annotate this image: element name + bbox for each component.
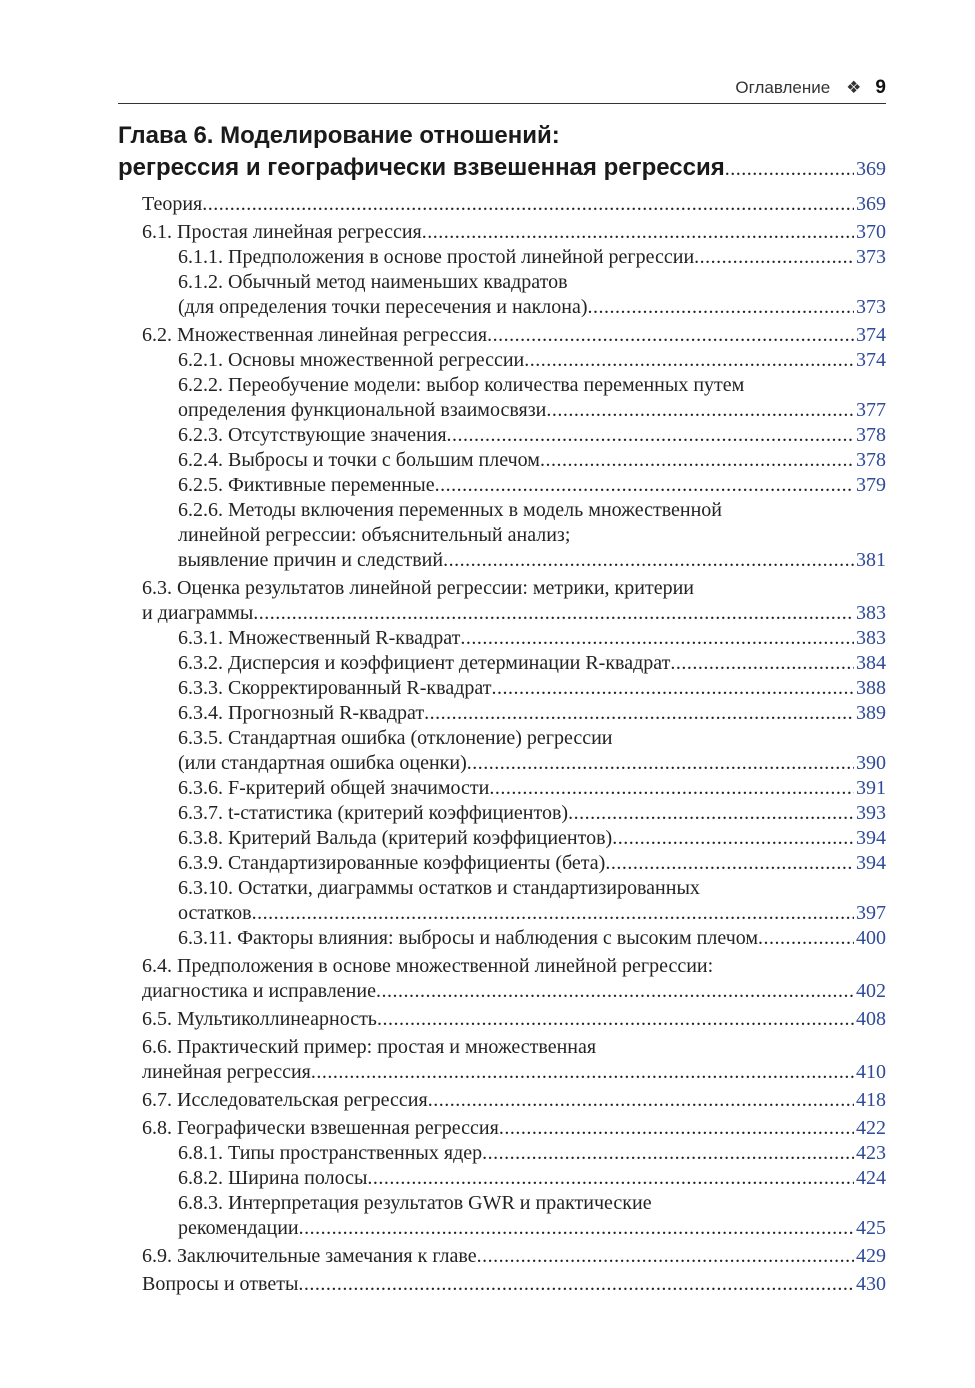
toc-entry-line	[178, 626, 886, 651]
toc-entry-line	[142, 1244, 886, 1269]
toc-page-number: 394	[856, 827, 886, 849]
toc-entry-title: 6.2.2. Переобучение модели: выбор количества переменных путем	[178, 374, 745, 396]
dot-leader	[540, 448, 854, 473]
toc-entry[interactable]	[118, 323, 886, 348]
toc-entry-title: 6.2.4. Выбросы и точки с большим плечом	[178, 449, 540, 471]
toc-page-number: 374	[856, 349, 886, 371]
toc-entry-line	[178, 1191, 886, 1216]
toc-entry-title: Вопросы и ответы	[142, 1273, 299, 1295]
toc-entry-title: 6.3.8. Критерий Вальда (критерий коэффициентов)	[178, 827, 613, 849]
toc-page-number: 384	[856, 652, 886, 674]
toc-entry-title: 6.3.3. Скорректированный R-квадрат	[178, 677, 492, 699]
toc-entry-title: выявление причин и следствий	[178, 549, 444, 571]
toc-entry[interactable]	[118, 498, 886, 573]
toc-entry-line	[142, 220, 886, 245]
chapter-title-line-2[interactable]	[118, 152, 886, 184]
toc-entry-line	[178, 373, 886, 398]
table-of-contents	[118, 192, 886, 1297]
toc-page-number: 397	[856, 902, 886, 924]
toc-entry-title: 6.1. Простая линейная регрессия	[142, 221, 422, 243]
toc-entry[interactable]	[118, 220, 886, 245]
toc-entry[interactable]	[118, 1088, 886, 1113]
dot-leader	[491, 676, 854, 701]
toc-entry[interactable]	[118, 473, 886, 498]
toc-entry-title: 6.7. Исследовательская регрессия	[142, 1089, 428, 1111]
toc-page-number: 373	[856, 296, 886, 318]
toc-page-number: 425	[856, 1217, 886, 1239]
toc-entry[interactable]	[118, 701, 886, 726]
dot-leader	[568, 801, 854, 826]
toc-entry-line	[178, 448, 886, 473]
toc-entry[interactable]	[118, 776, 886, 801]
dot-leader	[443, 548, 854, 573]
toc-entry-line	[178, 548, 886, 573]
toc-entry-title: 6.3.7. t-статистика (критерий коэффициентов)	[178, 802, 569, 824]
toc-entry-title: 6.9. Заключительные замечания к главе	[142, 1245, 477, 1267]
dot-leader	[428, 1088, 854, 1113]
toc-entry-line	[178, 498, 886, 523]
toc-entry-title: 6.2.1. Основы множественной регрессии	[178, 349, 525, 371]
toc-entry-title: 6.3.4. Прогнозный R-квадрат	[178, 702, 425, 724]
toc-entry-line	[178, 901, 886, 926]
toc-page-number: 381	[856, 549, 886, 571]
toc-entry[interactable]	[118, 448, 886, 473]
toc-entry[interactable]	[118, 726, 886, 776]
toc-entry-title: остатков	[178, 902, 252, 924]
toc-entry[interactable]	[118, 954, 886, 1004]
toc-entry-line	[142, 1116, 886, 1141]
dot-leader	[670, 651, 854, 676]
toc-entry-title: 6.3.11. Факторы влияния: выбросы и наблюдения с высоким плечом	[178, 927, 759, 949]
toc-entry-title: и диаграммы	[142, 602, 254, 624]
toc-page-number: 400	[856, 927, 886, 949]
toc-entry[interactable]	[118, 1035, 886, 1085]
toc-entry-title: (или стандартная ошибка оценки)	[178, 752, 467, 774]
toc-entry-line	[178, 245, 886, 270]
toc-entry[interactable]	[118, 1244, 886, 1269]
toc-page-number: 374	[856, 324, 886, 346]
toc-page-number: 378	[856, 424, 886, 446]
toc-entry-line	[178, 801, 886, 826]
dot-leader	[253, 601, 854, 626]
toc-page-number: 377	[856, 399, 886, 421]
toc-entry[interactable]	[118, 1007, 886, 1032]
toc-page-number: 424	[856, 1167, 886, 1189]
toc-entry-line	[142, 1060, 886, 1085]
toc-entry-title: 6.4. Предположения в основе множественной линейной регрессии:	[142, 955, 714, 977]
toc-entry[interactable]	[118, 245, 886, 270]
toc-entry-line	[142, 323, 886, 348]
dot-leader	[311, 1060, 854, 1085]
toc-entry-title: (для определения точки пересечения и наклона)	[178, 296, 588, 318]
toc-page-number: 369	[856, 193, 886, 215]
toc-page-number: 408	[856, 1008, 886, 1030]
toc-entry-line	[142, 954, 886, 979]
toc-entry-title: 6.3.9. Стандартизированные коэффициенты (бета)	[178, 852, 606, 874]
toc-entry-line	[178, 1166, 886, 1191]
toc-entry-line	[178, 826, 886, 851]
dot-leader	[422, 220, 854, 245]
toc-entry-line	[178, 523, 886, 548]
running-header	[118, 72, 886, 104]
dot-leader	[424, 701, 854, 726]
dot-leader	[376, 979, 854, 1004]
toc-page-number: 394	[856, 852, 886, 874]
dot-leader	[435, 473, 854, 498]
dot-leader	[299, 1216, 854, 1241]
toc-entry-title: 6.3.1. Множественный R-квадрат	[178, 627, 461, 649]
toc-page-number: 391	[856, 777, 886, 799]
toc-entry-line	[178, 1216, 886, 1241]
toc-page-number: 429	[856, 1245, 886, 1267]
toc-entry-title: 6.6. Практический пример: простая и множественная	[142, 1036, 597, 1058]
toc-entry-line	[178, 295, 886, 320]
toc-page-number: 388	[856, 677, 886, 699]
toc-page-number: 378	[856, 449, 886, 471]
toc-entry-title: 6.2. Множественная линейная регрессия	[142, 324, 488, 346]
toc-page-number: 423	[856, 1142, 886, 1164]
toc-entry-line	[178, 851, 886, 876]
toc-entry-line	[178, 270, 886, 295]
toc-entry[interactable]	[118, 926, 886, 951]
toc-entry-line	[178, 676, 886, 701]
dot-leader	[499, 1116, 854, 1141]
running-header-section: Оглавление	[735, 77, 831, 97]
toc-page-number: 370	[856, 221, 886, 243]
toc-page-number: 389	[856, 702, 886, 724]
dot-leader	[252, 901, 854, 926]
toc-entry-line	[178, 776, 886, 801]
toc-entry-title: Теория	[142, 193, 203, 215]
toc-entry[interactable]	[118, 576, 886, 626]
toc-entry-line	[142, 192, 886, 217]
toc-entry-title: 6.3.10. Остатки, диаграммы остатков и стандартизированных	[178, 877, 700, 899]
chapter-title-line-1: Глава 6. Моделирование отношений:	[118, 122, 560, 149]
toc-page-number: 390	[856, 752, 886, 774]
toc-entry[interactable]	[118, 826, 886, 851]
toc-entry[interactable]	[118, 1116, 886, 1141]
dot-leader	[605, 851, 854, 876]
toc-entry-line	[178, 751, 886, 776]
toc-page-number: 410	[856, 1061, 886, 1083]
toc-entry-title: 6.3.5. Стандартная ошибка (отклонение) регрессии	[178, 727, 613, 749]
toc-entry-title: 6.8. Географически взвешенная регрессия	[142, 1117, 499, 1139]
toc-entry[interactable]	[118, 676, 886, 701]
toc-page-number: 418	[856, 1089, 886, 1111]
toc-entry-line	[142, 1035, 886, 1060]
toc-page-number: 422	[856, 1117, 886, 1139]
toc-entry[interactable]	[118, 651, 886, 676]
toc-entry-line	[142, 576, 886, 601]
dot-leader	[612, 826, 854, 851]
toc-entry-line	[178, 473, 886, 498]
toc-entry-line	[178, 926, 886, 951]
dot-leader	[725, 153, 854, 185]
toc-entry-line	[178, 348, 886, 373]
toc-entry[interactable]	[118, 876, 886, 926]
toc-entry-title: 6.1.2. Обычный метод наименьших квадратов	[178, 271, 568, 293]
toc-entry-line	[178, 701, 886, 726]
dot-leader	[477, 1244, 854, 1269]
toc-entry-title: 6.8.1. Типы пространственных ядер	[178, 1142, 483, 1164]
toc-entry-title: 6.2.3. Отсутствующие значения	[178, 424, 447, 446]
toc-entry[interactable]	[118, 373, 886, 423]
toc-entry[interactable]	[118, 348, 886, 373]
toc-page-number: 379	[856, 474, 886, 496]
dot-leader	[298, 1272, 854, 1297]
toc-entry-line	[142, 601, 886, 626]
dot-leader	[467, 751, 854, 776]
toc-entry-title: 6.1.1. Предположения в основе простой линейной регрессии	[178, 246, 695, 268]
toc-entry-line	[178, 726, 886, 751]
toc-entry-title: линейной регрессии: объяснительный анализ;	[178, 524, 571, 546]
dot-leader	[487, 323, 854, 348]
dot-leader	[447, 423, 854, 448]
toc-entry-line	[178, 876, 886, 901]
toc-entry-line	[142, 979, 886, 1004]
toc-entry-title: 6.3.2. Дисперсия и коэффициент детерминации R-квадрат	[178, 652, 671, 674]
toc-entry-title: 6.8.2. Ширина полосы	[178, 1167, 368, 1189]
toc-entry[interactable]	[118, 801, 886, 826]
chapter-title-text: регрессия и географически взвешенная регрессия	[118, 154, 725, 181]
toc-entry-line	[178, 651, 886, 676]
toc-entry-title: линейная регрессия	[142, 1061, 311, 1083]
page-number: 9	[875, 76, 886, 98]
dot-leader	[460, 626, 854, 651]
toc-entry-title: 6.3.6. F-критерий общей значимости	[178, 777, 490, 799]
toc-entry-title: диагностика и исправление	[142, 980, 376, 1002]
toc-entry[interactable]	[118, 270, 886, 320]
dot-leader	[482, 1141, 854, 1166]
toc-entry[interactable]	[118, 851, 886, 876]
toc-entry[interactable]	[118, 1141, 886, 1166]
toc-page-number: 383	[856, 627, 886, 649]
toc-entry[interactable]	[118, 626, 886, 651]
toc-page-number: 393	[856, 802, 886, 824]
toc-entry[interactable]	[118, 1191, 886, 1241]
toc-entry-title: 6.3. Оценка результатов линейной регрессии: метрики, критерии	[142, 577, 694, 599]
chapter-heading	[118, 120, 886, 184]
toc-entry[interactable]	[118, 1166, 886, 1191]
chapter-page-number: 369	[856, 158, 886, 180]
toc-entry[interactable]	[118, 423, 886, 448]
toc-entry-line	[142, 1272, 886, 1297]
toc-page-number: 430	[856, 1273, 886, 1295]
dot-leader	[588, 295, 854, 320]
toc-entry[interactable]	[118, 1272, 886, 1297]
toc-entry-title: 6.2.6. Методы включения переменных в модель множественной	[178, 499, 723, 521]
toc-page-number: 383	[856, 602, 886, 624]
toc-entry-line	[142, 1088, 886, 1113]
dot-leader	[546, 398, 854, 423]
toc-entry-line	[142, 1007, 886, 1032]
toc-entry-line	[178, 423, 886, 448]
toc-entry-line	[178, 398, 886, 423]
toc-entry-title: 6.5. Мультиколлинеарность	[142, 1008, 377, 1030]
toc-entry-title: 6.2.5. Фиктивные переменные	[178, 474, 435, 496]
dot-leader	[524, 348, 854, 373]
toc-page-number: 402	[856, 980, 886, 1002]
toc-entry-title: определения функциональной взаимосвязи	[178, 399, 547, 421]
dot-leader	[202, 192, 854, 217]
dot-leader	[489, 776, 854, 801]
dot-leader	[694, 245, 854, 270]
dot-leader	[758, 926, 854, 951]
dot-leader	[377, 1007, 854, 1032]
dot-leader	[367, 1166, 854, 1191]
toc-entry-title: рекомендации	[178, 1217, 299, 1239]
ornament-icon: ❖	[846, 78, 862, 97]
toc-entry[interactable]	[118, 192, 886, 217]
toc-entry-title: 6.8.3. Интерпретация результатов GWR и практические	[178, 1192, 652, 1214]
toc-page-number: 373	[856, 246, 886, 268]
toc-entry-line	[178, 1141, 886, 1166]
